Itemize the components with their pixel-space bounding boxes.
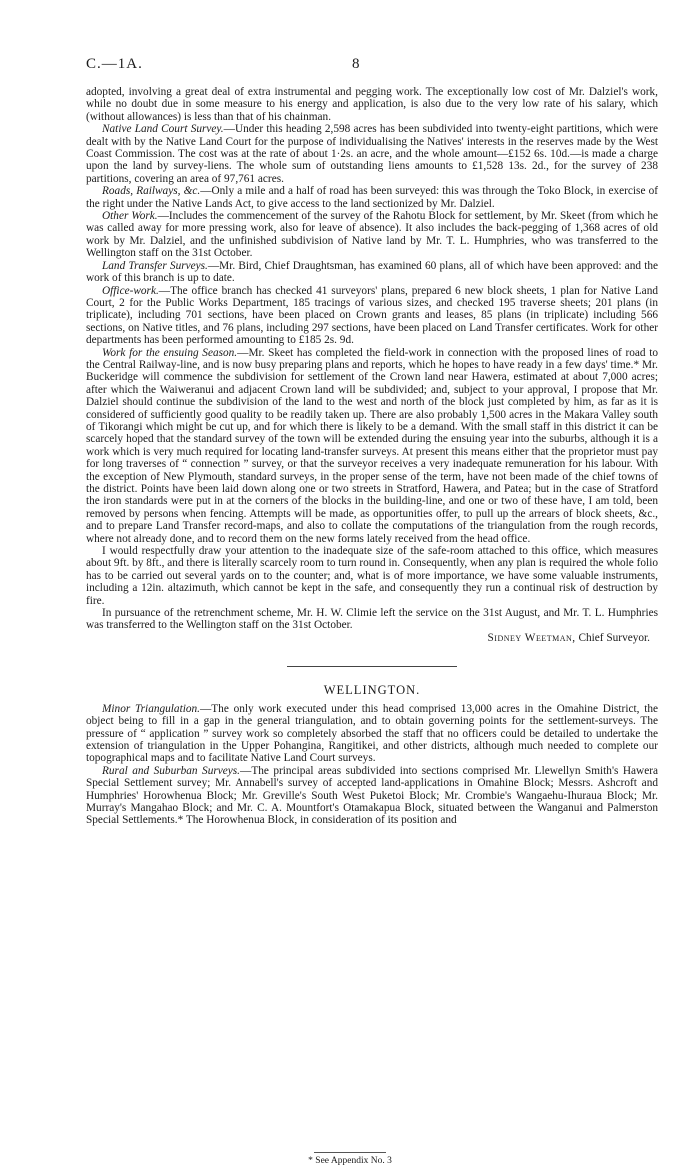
paragraph-native-land-court-survey	[86, 123, 658, 185]
paragraph-text: —The principal areas subdivided into sections comprised Mr. Llewellyn Smith's Hawera Special Settlement survey; Mr. Annabell's survey of accepted land-applications in Omahine Block; Messrs. Ashcroft and Humphries' Horowhenua Block; Mr. Greville's South West Puketoi Block; Mr. Crombie's Wangaehu-Ihuraua Block; Mr. Murray's Mangahao Block; and Mr. C. A. Mountfort's Otamakapua Block, situated between the Wanganui and Palmerston Special Settlements.* The Horowhenua Block, in consideration of its position and	[86, 764, 658, 827]
paragraph-heading: Office-work.	[102, 284, 159, 297]
paragraph-text: In pursuance of the retrenchment scheme, Mr. H. W. Climie left the service on the 31st August, and Mr. T. L. Humphries was transferred to the Wellington staff on the 31st October.	[86, 607, 658, 632]
section-divider	[287, 666, 457, 667]
document-code: C.—1A.	[86, 56, 143, 72]
page-number: 8	[352, 56, 360, 72]
paragraph-heading: Work for the ensuing Season.	[102, 346, 238, 359]
paragraph-ensuing-season	[86, 347, 658, 546]
paragraph-text: —Only a mile and a half of road has been surveyed: this was through the Toko Block, in exercise of the right under the Native Lands Act, to give access to the land sectionized by Mr. Dalziel.	[86, 185, 658, 210]
paragraph-heading: Land Transfer Surveys.	[102, 259, 208, 272]
paragraph-land-transfer-surveys	[86, 260, 658, 285]
paragraph-retrenchment	[86, 607, 658, 632]
paragraph-text: —The office branch has checked 41 surveyors' plans, prepared 6 new block sheets, 1 plan for Native Land Court, 2 for the Public Works Department, 185 tracings of various sizes, and checked 195 traverse sheets; 201 plans (in triplicate), including 701 sections, have been placed on Crown grants and leases, 85 plans (in triplicate) including 566 sections, on Native titles, and 76 plans, including 297 sections, have been placed on Land Transfer certificates. Work for other departments has been performed amounting to £185 2s. 9d.	[86, 284, 658, 347]
paragraph-continuation	[86, 86, 658, 123]
signature	[86, 632, 658, 644]
paragraph-heading: Minor Triangulation.	[102, 702, 200, 715]
paragraph-heading: Rural and Suburban Surveys.	[102, 764, 241, 777]
paragraph-heading: Native Land Court Survey.	[102, 123, 224, 136]
paragraph-minor-triangulation	[86, 703, 658, 765]
page-body	[86, 86, 658, 827]
footnote: * See Appendix No. 3	[308, 1156, 392, 1166]
paragraph-text: —Mr. Bird, Chief Draughtsman, has examined 60 plans, all of which have been approved: and the work of this branch is up to date.	[86, 259, 658, 285]
paragraph-text: I would respectfully draw your attention to the inadequate size of the safe-room attached to this office, which measures about 9ft. by 8ft., and there is literally scarcely room to turn round in. Consequently, when any plan is required the whole folio has to be carried out several yards on to the counter; and, what is of more importance, we have some valuable instruments, including a 12in. altazimuth, which cannot be kept in the safe, and consequently they run a continual risk of destruction by fire.	[86, 545, 658, 607]
paragraph-rural-suburban-surveys	[86, 765, 658, 827]
signature-title: Chief Surveyor.	[578, 631, 650, 644]
section-title-wellington: WELLINGTON.	[323, 683, 421, 698]
paragraph-text: adopted, involving a great deal of extra instrumental and pegging work. The exceptionally low cost of Mr. Dalziel's work, while no doubt due in some measure to his energy and application, is also due to the very low rate of his salary, which (without allowances) is less than that of his chainman.	[86, 86, 658, 123]
signature-name: Sidney Weetman,	[487, 631, 576, 644]
footnote-rule	[314, 1152, 386, 1153]
paragraph-text: —Mr. Skeet has completed the field-work in connection with the proposed lines of road to the Central Railway-line, and is now busy preparing plans and reports, which he hopes to have ready in a few days' time.* Mr. Buckeridge will commence the subdivision for settlement of the Crown land near Hawera, estimated at about 7,000 acres; after which the Waiweranui and adjacent Crown land will be subdivided; and, subject to your approval, I propose that Mr. Dalziel should continue the subdivision of the land to the west and north of the block just completed by him, as far as it is considered of sufficiently good quality to be readily taken up. There are also probably 1,500 acres in the Makara Valley south of Tikorangi which might be cut up, and for which there is likely to be a demand. With the small staff in this district it can be scarcely hoped that the standard survey of the town will be extended during the ensuing year into the suburbs, although it is a work which is very much required for locating land-transfer surveys. At present this means either that the proprietor must pay for long traverses of “ connection ” survey, or that the surveyor receives a very inadequate remuneration for his labour. With the exception of New Plymouth, standard surveys, in the proper sense of the term, have not been made of the chief towns of the district. Points have been laid down along one or two streets in Stratford, Hawera, and Patea; but in the case of Stratford the iron standards were put in at the corners of the blocks in the building-line, and one or two of these have, I am told, been removed by persons when fencing. Attempts will be made, as opportunities offer, to pull up the arrears of block sheets, &c., and to prepare Land Transfer record-maps, and also to collate the computations of the triangulation from the rough records, where not already done, and to record them on the new forms lately received from the head office.	[86, 346, 658, 545]
paragraph-heading: Other Work.	[102, 210, 158, 223]
paragraph-office-work	[86, 285, 658, 347]
paragraph-heading: Roads, Railways, &c.	[102, 185, 201, 198]
paragraph-roads-railways	[86, 185, 658, 210]
paragraph-text: —Under this heading 2,598 acres has been subdivided into twenty-eight partitions, which were dealt with by the Native Land Court for the purpose of individualising the Natives' interests in the reserves made by the West Coast Commission. The cost was at the rate of about 1·2s. an acre, and the whole amount—£152 6s. 10d.—is made a charge upon the land by survey-liens. The whole sum of outstanding liens amounts to £1,528 13s. 2d., for the survey of 238 partitions, covering an area of 97,761 acres.	[86, 123, 658, 185]
page-header	[86, 56, 658, 78]
paragraph-other-work	[86, 210, 658, 260]
paragraph-text: —Includes the commencement of the survey of the Rahotu Block for settlement, by Mr. Skeet (from which he was called away for more pressing work, also for leave of absence). It also includes the back-pegging of 1,368 acres of old work by Mr. Dalziel, and the unfinished subdivision of Native land by Mr. T. L. Humphries, who was transferred to the Wellington staff on the 31st October.	[86, 210, 659, 260]
paragraph-safe-room	[86, 545, 658, 607]
paragraph-text: —The only work executed under this head comprised 13,000 acres in the Omahine District, the object being to fill in a gap in the general triangulation, and to obtain governing points for the settlement-surveys. The pressure of “ application ” survey work so completely absorbed the staff that no officers could be detailed to undertake the extension of triangulation in the Upper Pohangina, Rangitikei, and other districts, although much needed to complete our topographical maps and to facilitate Native Land Court surveys.	[86, 702, 658, 765]
